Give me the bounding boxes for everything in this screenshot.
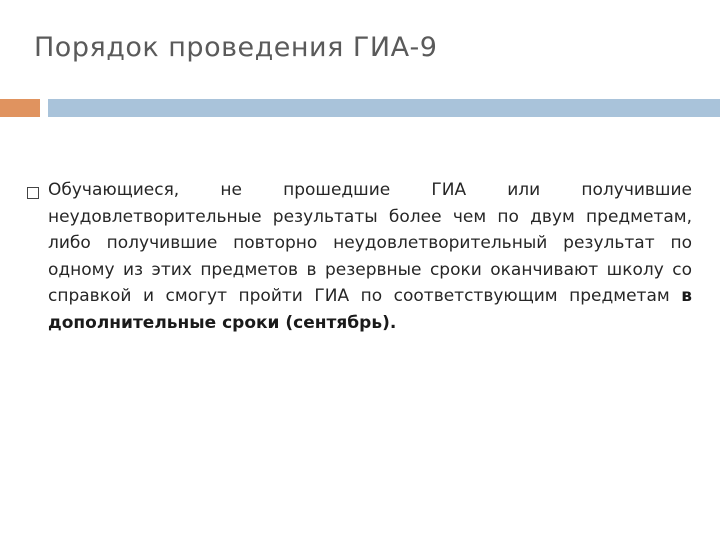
accent-bar: [0, 99, 40, 117]
square-bullet-icon: [27, 187, 39, 199]
bullet-text: Обучающиеся, не прошедшие ГИА или получившие неудовлетворительные результаты более чем по двум предметам, либо получившие повторно неудовлетворительный результат по одному из этих предметов в резервные сроки оканчивают школу со справкой и смогут пройти ГИА по соответствующим предметам: [48, 180, 692, 306]
page-title: Порядок проведения ГИА-9: [34, 32, 438, 63]
title-underline-bar: [48, 99, 720, 117]
bullet-paragraph: [48, 177, 692, 336]
bullet-bold-text: в дополнительные сроки (сентябрь).: [48, 286, 692, 333]
